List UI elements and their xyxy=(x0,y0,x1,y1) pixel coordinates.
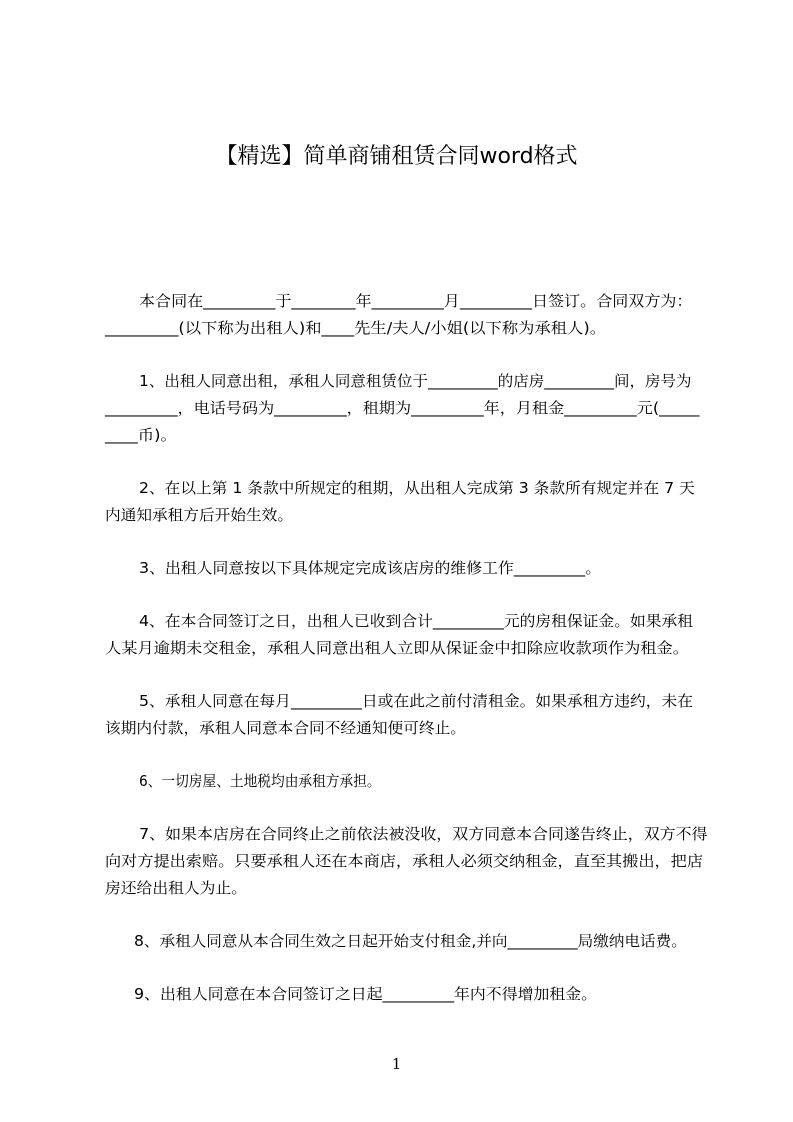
clause-7-line-3: 房还给出租人为止。 xyxy=(105,879,248,897)
clause-7-line-2: 向对方提出索赔。只要承租人还在本商店，承租人必须交纳租金，直至其搬出，把店 xyxy=(105,852,704,870)
clause-6-line-1: 6、一切房屋、土地税均由承租方承担。 xyxy=(139,772,381,790)
page-number: 1 xyxy=(391,1055,402,1073)
document-title: 【精选】简单商铺租赁合同word格式 xyxy=(215,144,578,169)
clause-2-line-1: 2、在以上第 1 条款中所规定的租期，从出租人完成第 3 条款所有规定并在 7 天 xyxy=(139,479,695,497)
clause-4-line-1: 4、在本合同签订之日，出租人已收到合计_________元的房租保证金。如果承租 xyxy=(139,612,694,630)
clause-2-line-2: 内通知承租方后开始生效。 xyxy=(105,506,294,524)
clause-9-line-1: 9、出租人同意在本合同签订之日起_________年内不得增加租金。 xyxy=(134,985,598,1003)
clause-5-line-1: 5、承租人同意在每月_________日或在此之前付清租金。如果承租方违约，未在 xyxy=(139,692,694,710)
clause-1-line-2: _________，电话号码为_________，租期为_________年，月租金_________元(_____ xyxy=(105,399,700,417)
clause-1-line-1: 1、出租人同意出租，承租人同意租赁位于_________的店房_________间，房号为 xyxy=(139,372,692,390)
contract-intro-line-2: _________(以下称为出租人)和____先生/夫人/小姐(以下称为承租人)。 xyxy=(105,319,607,337)
clause-3-line-1: 3、出租人同意按以下具体规定完成该店房的维修工作_________。 xyxy=(139,559,602,577)
clause-8-line-1: 8、承租人同意从本合同生效之日起开始支付租金,并向_________局缴纳电话费。 xyxy=(134,932,687,950)
clause-7-line-1: 7、如果本店房在合同终止之前依法被没收，双方同意本合同遂告终止，双方不得 xyxy=(139,825,708,843)
contract-intro-line-1: 本合同在_________于________年_________月_________日签订。合同双方为： xyxy=(139,292,693,310)
clause-1-line-3: ____币)。 xyxy=(105,426,177,444)
clause-5-line-2: 该期内付款，承租人同意本合同不经通知便可终止。 xyxy=(105,719,467,737)
clause-4-line-2: 人某月逾期未交租金，承租人同意出租人立即从保证金中扣除应收款项作为租金。 xyxy=(105,639,690,657)
